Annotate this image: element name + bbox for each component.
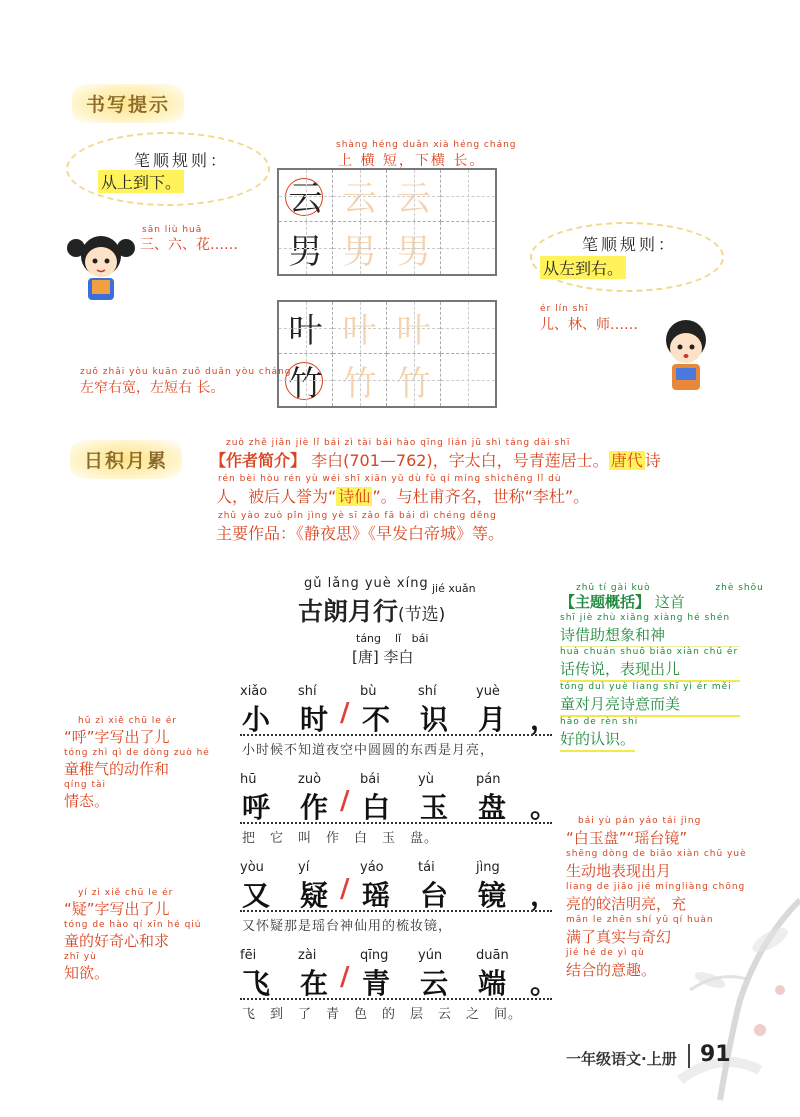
left-note1-py-3: qíng tài	[64, 780, 107, 790]
poem-pinyin: zuò	[298, 772, 322, 787]
author-line1-hl: 唐代	[610, 451, 643, 470]
poem-divider	[240, 910, 552, 912]
footer-book-title: 一年级语文·上册	[566, 1050, 677, 1068]
poem-pinyin: tái	[418, 860, 435, 875]
left-note2-line-1: “疑”字写出了儿	[64, 900, 170, 918]
poem-punct: 。	[530, 791, 559, 824]
poem-char: 青	[362, 967, 391, 1000]
right-note-py-2: shēng dòng de biǎo xiàn chū yuè	[566, 849, 747, 859]
poem-title	[298, 592, 445, 628]
theme-tag: 【主题概括】	[560, 593, 651, 611]
grid1-trace-2b: 男	[387, 222, 441, 274]
poem-translation: 又怀疑那是瑶台神仙用的梳妆镜，	[242, 919, 453, 934]
pause-slash: /	[340, 786, 350, 816]
right-note-line-2: 生动地表现出月	[566, 862, 672, 880]
footer-divider	[688, 1044, 690, 1068]
poem-char: 云	[420, 967, 449, 1000]
poem-char: 作	[300, 791, 329, 824]
accumulation-banner: 日积月累	[70, 440, 182, 479]
left-rule-text: 从上到下。	[98, 170, 184, 193]
poem-char: 时	[300, 703, 329, 736]
author-line2-b: ”。与杜甫齐名，世称“李杜”。	[372, 487, 590, 506]
poem-char: 疑	[300, 879, 329, 912]
grid1-trace-1a: 云	[333, 170, 387, 222]
poem-char: 盘	[478, 791, 507, 824]
poem-char: 镜	[478, 879, 507, 912]
grid2-trace-1b: 叶	[387, 302, 441, 354]
right-note-py-4: mǎn le zhēn shí yǔ qí huàn	[566, 915, 714, 925]
grid1-empty-1	[441, 170, 495, 222]
poem-pinyin: fēi	[240, 948, 257, 963]
grid2-trace-2b: 竹	[387, 354, 441, 406]
left-note2-py-1: yí zì xiě chū le ér	[78, 888, 174, 898]
poem-translation: 小时候不知道夜空中圆圆的东西是月亮，	[242, 743, 495, 758]
left-note2-line-3: 知欲。	[64, 964, 110, 982]
right-example-text: 儿、林、师……	[540, 317, 638, 333]
poem-pinyin: yuè	[476, 684, 500, 699]
pause-slash: /	[340, 962, 350, 992]
author-line3: 主要作品：《静夜思》《早发白帝城》等。	[216, 524, 505, 543]
top-note-pinyin: shàng héng duǎn xià héng cháng	[336, 140, 517, 150]
author-line2	[216, 484, 589, 507]
right-note-line-1: “白玉盘”“瑶台镜”	[566, 829, 688, 847]
grid2-empty-1	[441, 302, 495, 354]
poem-char: 瑶	[362, 879, 391, 912]
right-note-py-1: bái yù pán yáo tái jìng	[578, 816, 702, 826]
poem-punct: 。	[530, 967, 559, 1000]
poem-pinyin: shí	[298, 684, 317, 699]
grid1-trace-2a: 男	[333, 222, 387, 274]
author-line3-pinyin: zhǔ yào zuò pǐn jìng yè sī zǎo fā bái dì chéng děng	[218, 511, 497, 521]
poem-pinyin: qīng	[360, 948, 389, 963]
writing-tips-banner: 书写提示	[72, 84, 184, 123]
poem-char: 台	[420, 879, 449, 912]
right-note-line-5: 结合的意趣。	[566, 961, 657, 979]
boy-avatar	[656, 316, 716, 396]
poem-pinyin: yòu	[240, 860, 264, 875]
right-note-line-4: 满了真实与奇幻	[566, 928, 672, 946]
theme-tag-pinyin: zhǔ tí gài kuò	[576, 583, 651, 593]
poem-char: 识	[420, 703, 449, 736]
poem-title-pinyin: gǔ lǎng yuè xíng	[304, 576, 429, 591]
poem-author: [唐] 李白	[352, 648, 414, 666]
theme-line-2: 诗借助想象和神	[560, 624, 740, 647]
left-note-1	[64, 716, 210, 812]
right-rule-text: 从左到右。	[540, 256, 626, 279]
poem-pinyin: hū	[240, 772, 257, 787]
theme-line-4: 童对月亮诗意而美	[560, 693, 740, 717]
poem-char: 小	[242, 703, 271, 736]
poem-title-text: 古朗月行	[298, 597, 399, 626]
theme-line5-pinyin: hǎo de rèn shi	[560, 717, 639, 727]
left-note2-line-2: 童的好奇心和求	[64, 932, 170, 950]
poem-pinyin: shí	[418, 684, 437, 699]
poem-translation: 飞 到 了 青 色 的 层 云 之 间。	[242, 1007, 523, 1022]
poem-author-pinyin: táng lǐ bái	[356, 632, 429, 645]
theme-line1-pinyin: zhè shǒu	[715, 583, 764, 593]
right-note-py-3: liang de jiǎo jié míngliàng chōng	[566, 882, 746, 892]
theme-line2-pinyin: shī jiè zhù xiǎng xiàng hé shén	[560, 613, 731, 623]
right-rule-label: 笔顺规则：	[582, 235, 678, 254]
char-grid-1	[277, 168, 497, 276]
bottom-note-text: 左窄右宽，左短右 长。	[80, 380, 225, 396]
poem-divider	[240, 822, 552, 824]
char-grid-2	[277, 300, 497, 408]
right-note-line-3: 亮的皎洁明亮，充	[566, 895, 687, 913]
poem-pinyin: pán	[476, 772, 501, 787]
author-line1-pinyin: zuò zhě jiǎn jiè lǐ bái zì tài bái hào qīng lián jū shì táng dài shī	[226, 438, 571, 448]
poem-punct: ，	[530, 879, 559, 912]
left-note1-line-2: 童稚气的动作和	[64, 760, 170, 778]
author-line1	[210, 448, 661, 471]
left-example-pinyin: sān liù huā	[142, 225, 203, 235]
poem-char: 端	[478, 967, 507, 1000]
poem-pinyin: xiǎo	[240, 684, 268, 699]
poem-divider	[240, 998, 552, 1000]
left-note2-py-2: tóng de hào qí xīn hé qiú	[64, 920, 202, 930]
right-example-pinyin: ér lín shī	[540, 304, 589, 314]
poem-pinyin: yí	[298, 860, 310, 875]
author-line2-hl: 诗仙	[338, 487, 371, 506]
theme-line-5: 好的认识。	[560, 728, 635, 752]
top-note-text: 上 横 短，下横 长。	[338, 153, 486, 169]
theme-line-1: 这首	[654, 593, 685, 611]
grid2-trace-1a: 叶	[333, 302, 387, 354]
poem-divider	[240, 734, 552, 736]
author-line2-pinyin: rén bèi hòu rén yù wéi shī xiān yǔ dù fǔ qí míng shìchēng lǐ dù	[218, 474, 562, 484]
poem-char: 月	[478, 703, 507, 736]
poem-pinyin: zài	[298, 948, 317, 963]
author-line1-b: 诗	[644, 451, 661, 470]
ink-branch-decoration	[660, 880, 800, 1110]
bottom-note-pinyin: zuǒ zhǎi yòu kuān zuǒ duǎn yòu cháng	[80, 367, 292, 377]
poem-pinyin: yáo	[360, 860, 384, 875]
left-rule-label: 笔顺规则：	[134, 151, 230, 170]
poem-pinyin: yù	[418, 772, 434, 787]
poem-char: 玉	[420, 791, 449, 824]
author-intro-tag: 【作者简介】	[210, 451, 307, 470]
grid1-char-1: 云	[279, 170, 333, 222]
pause-slash: /	[340, 874, 350, 904]
theme-line3-pinyin: huà chuán shuō biǎo xiàn chū ér	[560, 647, 739, 657]
poem-pinyin: yún	[418, 948, 443, 963]
theme-summary	[560, 580, 764, 752]
poem-punct: ，	[530, 703, 559, 736]
poem-translation: 把 它 叫 作 白 玉 盘。	[242, 831, 439, 846]
left-note1-py-2: tóng zhì qì de dòng zuò hé	[64, 748, 210, 758]
grid2-char-1: 叶	[279, 302, 333, 354]
grid2-char-2: 竹	[279, 354, 333, 406]
poem-char: 呼	[242, 791, 271, 824]
page-number: 91	[700, 1042, 731, 1067]
left-note1-py-1: hū zì xiě chū le ér	[78, 716, 177, 726]
poem-pinyin: bù	[360, 684, 377, 699]
grid1-trace-1b: 云	[387, 170, 441, 222]
poem-pinyin: bái	[360, 772, 380, 787]
poem-char: 白	[362, 791, 391, 824]
left-note2-py-3: zhī yù	[64, 952, 97, 962]
author-line2-a: 人，被后人誉为“	[216, 487, 337, 506]
grid1-char-2: 男	[279, 222, 333, 274]
left-note1-line-3: 情态。	[64, 792, 110, 810]
left-note-2	[64, 888, 202, 984]
right-note-py-5: jié hé de yì qù	[566, 948, 645, 958]
poem-char: 在	[300, 967, 329, 1000]
poem-char: 又	[242, 879, 271, 912]
grid1-empty-2	[441, 222, 495, 274]
poem-pinyin: duān	[476, 948, 509, 963]
theme-line4-pinyin: tóng duì yuè liang shī yì ér měi	[560, 682, 732, 692]
left-example-text: 三、六、花……	[140, 237, 238, 253]
poem-char: 不	[362, 703, 391, 736]
grid2-empty-2	[441, 354, 495, 406]
poem-subtitle: (节选)	[398, 605, 446, 625]
theme-line-3: 话传说，表现出儿	[560, 658, 740, 682]
poem-pinyin: jìng	[476, 860, 500, 875]
left-note1-line-1: “呼”字写出了儿	[64, 728, 170, 746]
poem-subtitle-pinyin: jié xuǎn	[432, 582, 476, 595]
pause-slash: /	[340, 698, 350, 728]
girl-avatar	[66, 228, 136, 308]
author-line1-a: 李白(701—762)，字太白，号青莲居士。	[311, 451, 609, 470]
poem-char: 飞	[242, 967, 271, 1000]
grid2-trace-2a: 竹	[333, 354, 387, 406]
